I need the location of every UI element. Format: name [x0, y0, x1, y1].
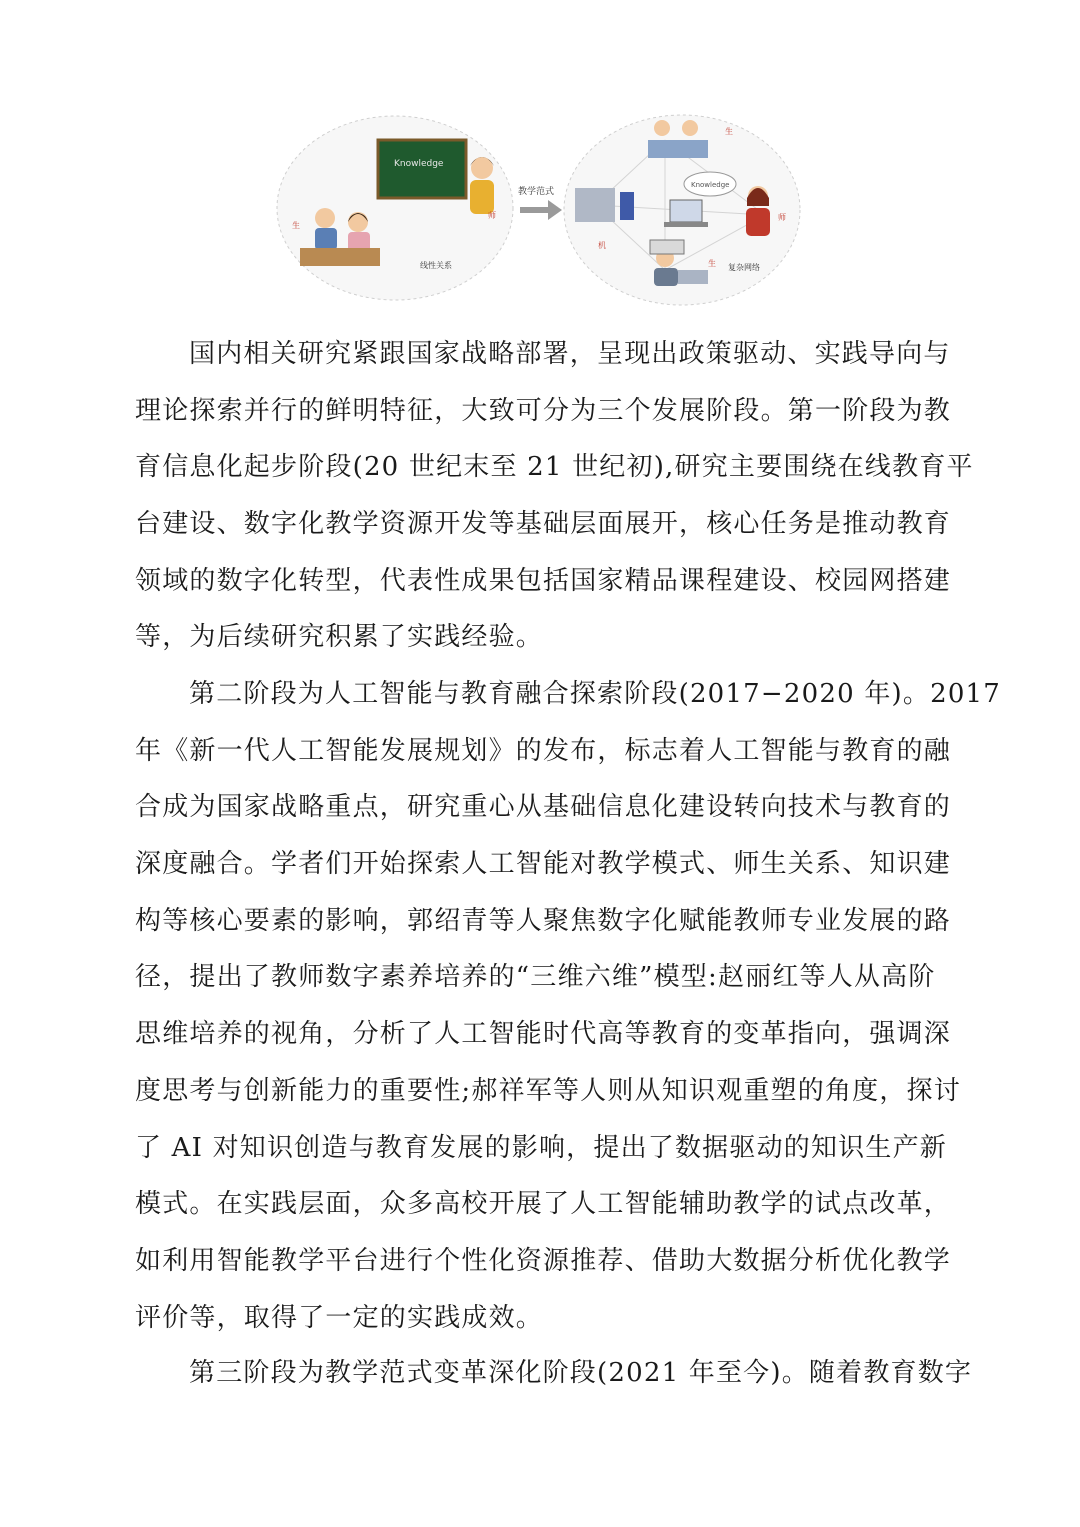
paragraph-line: 思维培养的视角，分析了人工智能时代高等教育的变革指向，强调深 [135, 1019, 952, 1050]
paragraph-line: 第三阶段为教学范式变革深化阶段(2021 年至今)。随着教育数字 [189, 1358, 973, 1388]
paradigm-arrow [520, 200, 562, 220]
paragraph-line: 国内相关研究紧跟国家战略部署，呈现出政策驱动、实践导向与 [189, 339, 951, 369]
paragraph-stage-one [135, 326, 974, 666]
top-student-head-1 [654, 120, 670, 136]
left-teacher-label: 师 [488, 211, 496, 220]
paragraph-stage-two [135, 666, 1002, 1346]
desk [300, 248, 380, 266]
left-caption: 线性关系 [420, 261, 452, 270]
student-head-1 [315, 208, 335, 228]
paradigm-figure [270, 110, 810, 310]
bottom-student-monitor [650, 240, 684, 254]
top-student-head-2 [682, 120, 698, 136]
paragraph-line: 第二阶段为人工智能与教育融合探索阶段(2017−2020 年)。2017 [189, 679, 1002, 709]
paragraph-line: 等，为后续研究积累了实践经验。 [135, 622, 544, 653]
laptop-base [664, 222, 708, 227]
right-machine-label: 机 [598, 241, 606, 250]
right-bottom-student-label: 生 [708, 259, 716, 268]
bottom-student-body [654, 268, 678, 286]
teacher-head [471, 157, 493, 179]
right-caption: 复杂网络 [728, 263, 760, 272]
laptop-screen [670, 200, 702, 222]
student-head-2 [348, 212, 368, 232]
knowledge-bubble-text: Knowledge [691, 181, 730, 189]
paragraph-line: 理论探索并行的鲜明特征，大致可分为三个发展阶段。第一阶段为教 [135, 395, 952, 426]
arrow-label: 教学范式 [518, 187, 555, 197]
left-student-label: 生 [292, 221, 300, 230]
teacher-body [470, 180, 494, 214]
blackboard [378, 140, 466, 198]
paragraph-line: 合成为国家战略重点，研究重心从基础信息化建设转向技术与教育的 [135, 792, 952, 823]
bottom-student-laptop [678, 270, 708, 284]
paragraph-stage-three [135, 1345, 973, 1402]
robot-machine-panel [620, 192, 634, 220]
paragraph-line: 台建设、数字化教学资源开发等基础层面展开，核心任务是推动教育 [135, 509, 952, 540]
paragraph-line: 径，提出了教师数字素养培养的“三维六维”模型:赵丽红等人从高阶 [135, 962, 936, 993]
paragraph-line: 年《新一代人工智能发展规划》的发布，标志着人工智能与教育的融 [135, 735, 952, 766]
right-teacher-body [746, 208, 770, 236]
paragraph-line: 构等核心要素的影响，郭绍青等人聚焦数字化赋能教师专业发展的路 [135, 905, 952, 936]
paragraph-line: 深度融合。学者们开始探索人工智能对教学模式、师生关系、知识建 [135, 849, 952, 880]
top-students-desk [648, 140, 708, 158]
paragraph-line: 度思考与创新能力的重要性;郝祥军等人则从知识观重塑的角度，探讨 [135, 1075, 961, 1106]
student-body-1 [315, 228, 337, 250]
paragraph-line: 领域的数字化转型，代表性成果包括国家精品课程建设、校园网搭建 [135, 565, 952, 596]
paragraph-line: 育信息化起步阶段(20 世纪末至 21 世纪初),研究主要围绕在线教育平 [135, 452, 974, 483]
paragraph-line: 评价等，取得了一定的实践成效。 [135, 1302, 544, 1333]
right-top-student-label: 生 [725, 127, 733, 136]
paragraph-line: 模式。在实践层面，众多高校开展了人工智能辅助教学的试点改革， [135, 1189, 952, 1220]
paragraph-line: 如利用智能教学平台进行个性化资源推荐、借助大数据分析优化教学 [135, 1245, 952, 1276]
paragraph-line: 了 AI 对知识创造与教育发展的影响，提出了数据驱动的知识生产新 [135, 1132, 947, 1163]
blackboard-text: Knowledge [394, 159, 444, 169]
robot-machine [575, 188, 615, 222]
right-teacher-label: 师 [778, 213, 786, 222]
